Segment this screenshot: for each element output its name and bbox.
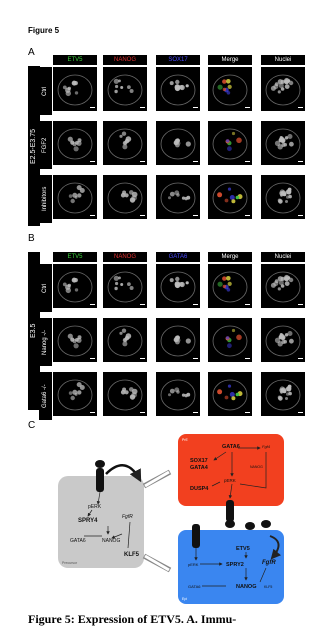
pre-gata4-node: GATA4 [190,465,208,471]
precursor-label: Precursor [62,561,78,565]
panel-a-micrograph [261,67,305,111]
panel-b-micrograph [53,318,97,362]
panel-b-header-etv5: ETV5 [53,252,97,262]
panel-b-micrograph [208,372,252,416]
panel-a-micrograph [53,67,97,111]
pre-label: PrE [182,438,188,442]
panel-b-micrograph [261,318,305,362]
epi-etv5-node: ETV5 [236,546,250,552]
panel-a-header-nuclei: Nuclei [261,55,305,65]
panel-b-micrograph [103,264,147,308]
panel-a-row-label: FGF2 [39,121,52,169]
precursor-fgfr-node: FgfR [122,514,133,520]
panel-b-row-label: Nanog -/- [39,318,52,366]
panel-a-stage-label: E2.5-E3.75 [28,66,40,226]
epi-nanog-node: NANOG [236,584,257,590]
panel-a-micrograph [156,67,200,111]
figure-caption [28,612,236,627]
panel-b-micrograph [53,372,97,416]
panel-b-header-gata6: GATA6 [156,252,200,262]
panel-a-micrograph [156,121,200,165]
pre-nanog-node: NANOG [250,465,263,469]
pre-gata6-node: GATA6 [222,444,240,450]
pre-fgf4-node: Fgf4 [262,444,271,449]
precursor-nanog-node: NANOG [102,538,121,544]
panel-b-micrograph [103,372,147,416]
panel-a-row-label: Ctrl [39,67,52,115]
epi-label: Epi [182,597,188,601]
panel-a-micrograph [208,121,252,165]
epi-perk-node: pERK [188,562,199,567]
panel-a-micrograph [103,121,147,165]
precursor-spry4-node: SPRY4 [78,518,98,524]
panel-a-micrograph [208,175,252,219]
panel-b-row-label: Gata6 -/- [39,372,52,420]
panel-a-letter: A [28,47,35,58]
panel-b-micrograph [103,318,147,362]
pre-sox17-node: SOX17 [190,458,208,464]
panel-a-micrograph [103,175,147,219]
pre-dusp4-node: DUSP4 [190,486,209,492]
panel-b-micrograph [208,318,252,362]
panel-b-micrograph [208,264,252,308]
panel-a-header-merge: Merge [208,55,252,65]
panel-a-micrograph [208,67,252,111]
panel-b-row-label: Ctrl [39,264,52,312]
panel-b-micrograph [261,264,305,308]
panel-a-micrograph [261,121,305,165]
panel-b-header-nanog: NANOG [103,252,147,262]
epi-fgfr-node: FgfR [262,560,276,566]
precursor-klf5-node: KLF5 [124,552,139,558]
panel-b-stage-label: E3.5 [28,252,40,410]
epi-gata6-node: GATA6 [188,584,201,589]
panel-b-micrograph [53,264,97,308]
panel-b-micrograph [156,264,200,308]
panel-a-micrograph [261,175,305,219]
figure-title: Figure 5 [28,26,60,35]
epi-klf5-node: KLF5 [264,585,273,589]
panel-b-micrograph [261,372,305,416]
panel-a-row-label: Inhibitors [39,175,52,223]
caption-text: Figure 5: Expression of ETV5. A. Immu- [28,612,237,626]
precursor-perk-node: pERK [88,504,102,510]
panel-a-micrograph [156,175,200,219]
panel-a-micrograph [103,67,147,111]
pre-perk-node: pERK [224,478,236,483]
panel-c-letter: C [28,420,36,431]
panel-a-header-sox17: SOX17 [156,55,200,65]
signaling-diagram [40,428,290,606]
panel-a-micrograph [53,175,97,219]
panel-b-micrograph [156,372,200,416]
panel-b-header-merge: Merge [208,252,252,262]
panel-a-micrograph [53,121,97,165]
panel-b-header-nuclei: Nuclei [261,252,305,262]
panel-a-header-nanog: NANOG [103,55,147,65]
panel-b-letter: B [28,233,35,244]
epi-spry2-node: SPRY2 [226,562,244,568]
panel-a-header-etv5: ETV5 [53,55,97,65]
panel-b-micrograph [156,318,200,362]
precursor-gata6-node: GATA6 [70,538,86,544]
